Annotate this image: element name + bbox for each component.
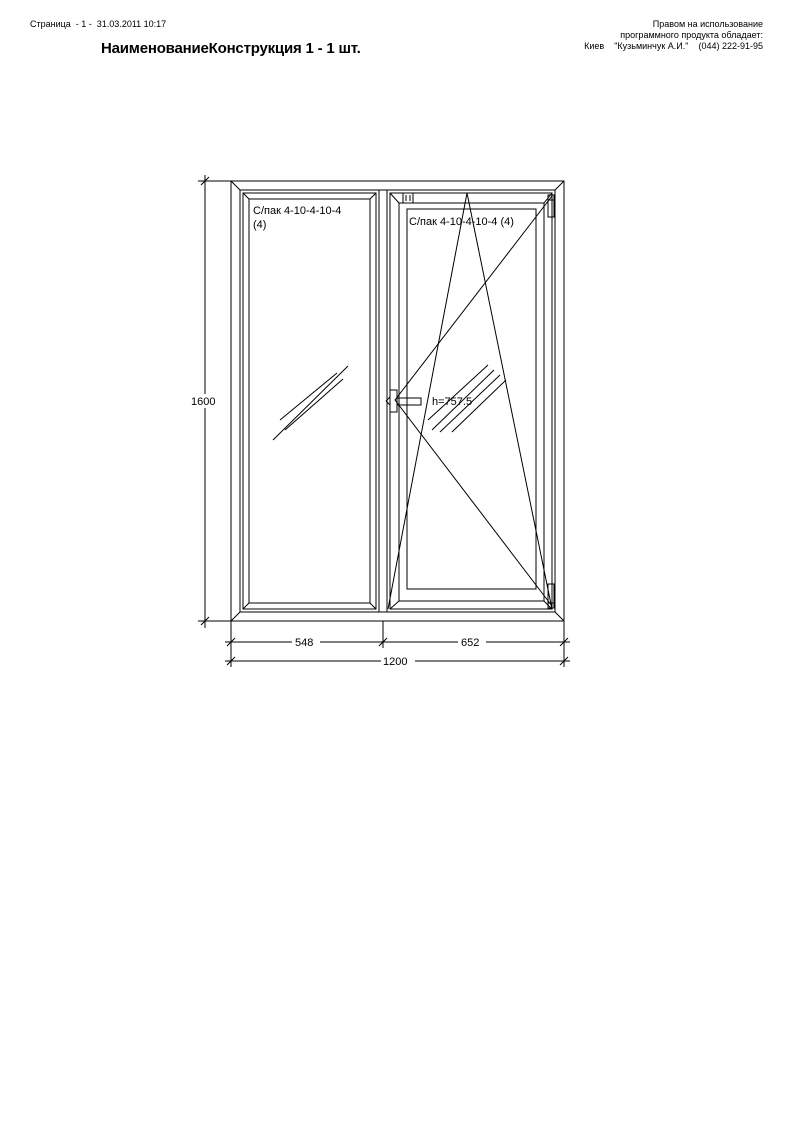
section-dimension-line — [225, 621, 570, 648]
height-label: 1600 — [191, 396, 216, 408]
left-width-label: 548 — [295, 637, 314, 649]
mullion — [379, 190, 387, 612]
vent-icon — [403, 193, 413, 203]
left-glass-label-line1: С/пак 4-10-4-10-4 — [253, 205, 342, 217]
total-width-label: 1200 — [383, 656, 408, 668]
title-value: Конструкция 1 - 1 шт. — [208, 40, 361, 57]
right-width-label: 652 — [461, 637, 480, 649]
rights-line-2: программного продукта обладает: — [620, 30, 763, 40]
handle-icon — [386, 390, 421, 412]
hinge-icon — [548, 195, 554, 217]
left-glass-label-line2: (4) — [253, 219, 267, 231]
handle-height-label: h=757.5 — [432, 396, 473, 408]
left-fixed-pane — [243, 193, 376, 609]
glass-reflection-marks — [273, 366, 348, 440]
rights-line-3: Киев "Кузьминчук А.И." (044) 222-91-95 — [584, 41, 763, 51]
title-label: Наименование — [101, 40, 209, 57]
page-info: Страница - 1 - 31.03.2011 10:17 — [30, 19, 167, 29]
rights-line-1: Правом на использование — [652, 19, 763, 29]
right-glass-label: С/пак 4-10-4-10-4 (4) — [409, 216, 514, 228]
